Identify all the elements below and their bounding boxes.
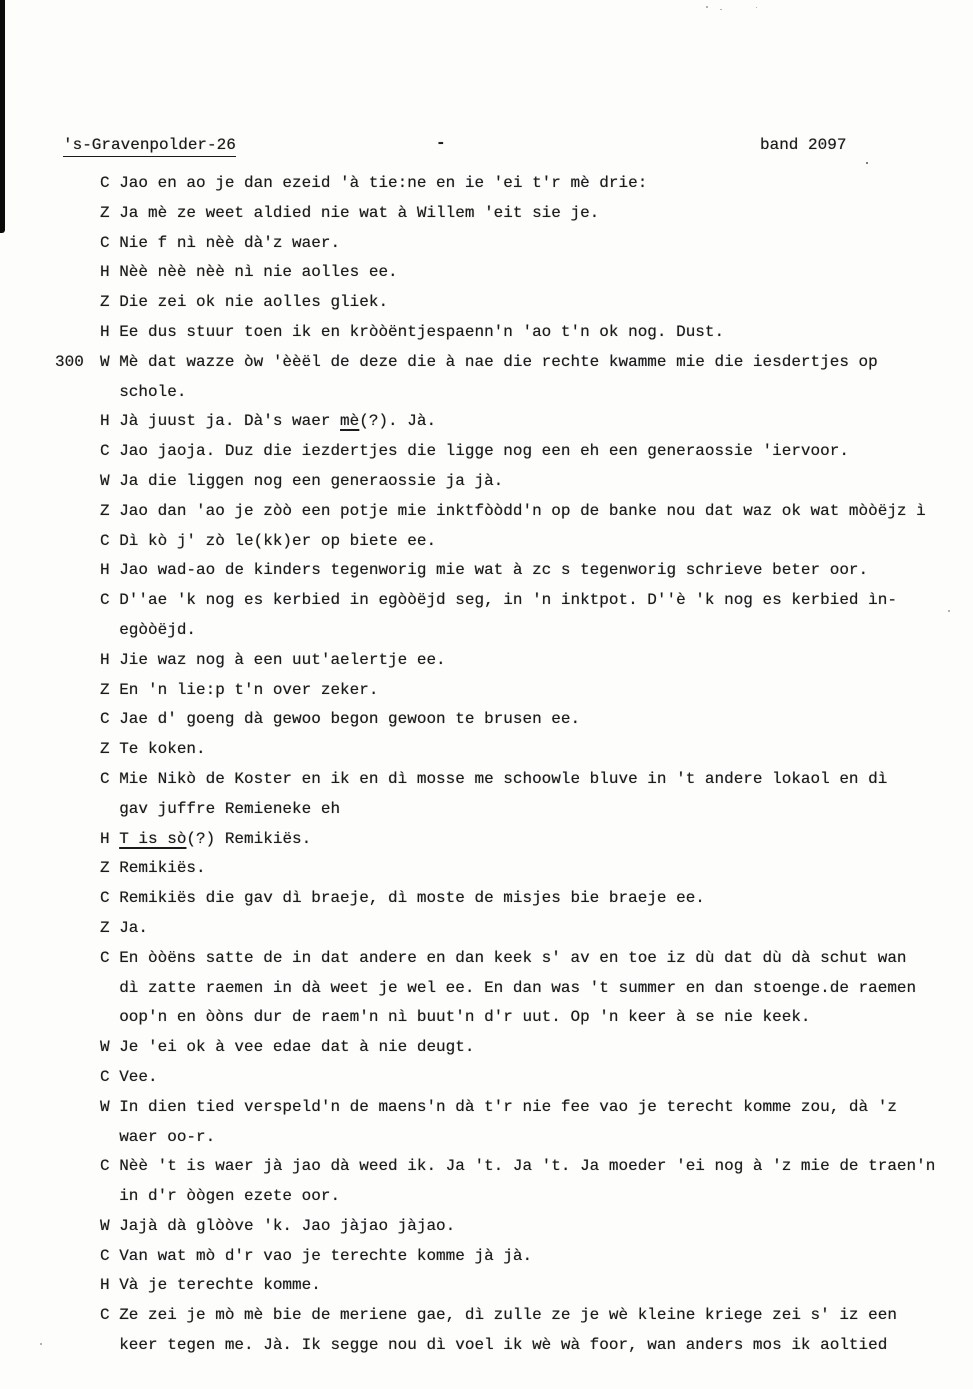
scan-noise-speck bbox=[866, 162, 868, 164]
line-text bbox=[119, 174, 647, 192]
transcript-line bbox=[100, 1331, 973, 1361]
header-center-dash: - bbox=[436, 134, 446, 152]
speaker-label: H bbox=[100, 829, 110, 848]
line-text bbox=[119, 800, 340, 818]
text-segment: In dien tied verspeld'n de maens'n dà t'r nie fee vao je terecht komme zou, dà 'z bbox=[119, 1097, 897, 1116]
text-segment: Nèè nèè nèè nì nie aolles ee. bbox=[119, 263, 398, 282]
underlined-text: T is sò bbox=[119, 829, 187, 848]
transcript-line bbox=[100, 437, 973, 467]
text-segment: Jao en ao je dan ezeid 'à tie:ne en ie 'ei t'r mè drie: bbox=[119, 174, 648, 192]
text-segment: gav juffre Remieneke eh bbox=[119, 799, 341, 818]
speaker-label: C bbox=[100, 233, 110, 252]
transcript-line bbox=[100, 616, 973, 646]
transcript-line bbox=[100, 944, 973, 974]
speaker-label: H bbox=[100, 1276, 110, 1295]
transcript-line bbox=[100, 676, 973, 706]
scan-noise-speck bbox=[948, 610, 950, 612]
transcript-line bbox=[100, 705, 973, 735]
line-text bbox=[119, 1276, 321, 1294]
line-text bbox=[119, 1336, 887, 1354]
transcript-line bbox=[100, 556, 973, 586]
line-text bbox=[119, 532, 436, 550]
speaker-label: H bbox=[100, 561, 110, 580]
text-segment: Jao wad-ao de kinders tegenworig mie wat à zc s tegenworig schrieve beter oor. bbox=[119, 561, 869, 580]
transcript-line bbox=[100, 1033, 973, 1063]
line-text bbox=[119, 949, 906, 967]
line-text bbox=[119, 859, 205, 877]
text-segment: D''ae 'k nog es kerbied in egòòëjd seg, in 'n inktpot. D''è 'k nog es kerbied ìn- bbox=[119, 591, 897, 610]
speaker-label: Z bbox=[100, 501, 110, 520]
speaker-label: Z bbox=[100, 680, 110, 699]
transcript-line bbox=[100, 1212, 973, 1242]
text-segment: Ja die liggen nog een generaossie ja jà. bbox=[119, 471, 504, 490]
line-text bbox=[119, 323, 724, 341]
speaker-label: C bbox=[100, 174, 110, 192]
line-text bbox=[119, 919, 148, 937]
speaker-label: Z bbox=[100, 918, 110, 937]
speaker-label: C bbox=[100, 591, 110, 610]
text-segment: oop'n en òòns dur de raem'n nì buut'n d'r uut. Op 'n keer à se nie keek. bbox=[119, 1008, 811, 1027]
transcript-line bbox=[100, 258, 973, 288]
line-text bbox=[119, 353, 878, 371]
line-text bbox=[119, 383, 186, 401]
transcript-line bbox=[100, 1152, 973, 1182]
text-segment: Te koken. bbox=[119, 740, 206, 759]
line-text bbox=[119, 472, 503, 490]
transcript-line bbox=[100, 1301, 973, 1331]
transcript-line bbox=[55, 348, 973, 378]
text-segment: Remikiës. bbox=[119, 859, 206, 878]
text-segment: Vee. bbox=[119, 1067, 158, 1086]
text-segment: Jajà dà glòòve 'k. Jao jàjao jàjao. bbox=[119, 1216, 456, 1235]
transcript-line bbox=[100, 1242, 973, 1272]
text-segment: Je 'ei ok à vee edae dat à nie deugt. bbox=[119, 1038, 475, 1057]
line-text bbox=[119, 591, 897, 609]
speaker-label: H bbox=[100, 650, 110, 669]
text-segment: En 'n lie:p t'n over zeker. bbox=[119, 680, 379, 699]
transcript-line bbox=[100, 646, 973, 676]
speaker-label: H bbox=[100, 322, 110, 341]
speaker-label: C bbox=[100, 442, 110, 461]
transcript-line bbox=[100, 229, 973, 259]
text-segment: Jao jaoja. Duz die iezdertjes die ligge nog een eh een generaossie 'iervoor. bbox=[119, 442, 849, 461]
line-text bbox=[119, 1187, 340, 1205]
text-segment: Ze zei je mò mè bie de meriene gae, dì zulle ze je wè kleine kriege zei s' iz een bbox=[119, 1306, 897, 1325]
line-text bbox=[119, 651, 445, 669]
text-segment: egòòëjd. bbox=[119, 620, 197, 639]
speaker-label: C bbox=[100, 710, 110, 729]
transcript-line bbox=[100, 169, 973, 199]
text-segment: waer oo-r. bbox=[119, 1127, 216, 1146]
transcript-line bbox=[100, 1063, 973, 1093]
line-text bbox=[119, 1157, 935, 1175]
speaker-label: C bbox=[100, 889, 110, 908]
line-text bbox=[119, 830, 311, 848]
line-text bbox=[119, 889, 705, 907]
speaker-label: C bbox=[100, 1246, 110, 1265]
text-segment: Ja mè ze weet aldied nie wat à Willem 'eit sie je. bbox=[119, 203, 600, 222]
transcript-line bbox=[100, 1182, 973, 1212]
line-text bbox=[119, 681, 378, 699]
line-text bbox=[119, 740, 205, 758]
text-segment: Jae d' goeng dà gewoo begon gewoon te brusen ee. bbox=[119, 710, 581, 729]
line-text bbox=[119, 1217, 455, 1235]
line-text bbox=[119, 770, 887, 788]
transcript-line bbox=[100, 1123, 973, 1153]
speaker-label: H bbox=[100, 263, 110, 282]
text-segment: Dì kò j' zò le(kk)er op biete ee. bbox=[119, 531, 437, 550]
line-text bbox=[119, 234, 340, 252]
band-number-label: band 2097 bbox=[760, 136, 847, 154]
speaker-label: Z bbox=[100, 293, 110, 312]
transcript-line bbox=[100, 199, 973, 229]
speaker-label: C bbox=[100, 1306, 110, 1325]
text-segment: schole. bbox=[119, 382, 187, 401]
transcript-line bbox=[100, 378, 973, 408]
text-segment: dì zatte raemen in dà weet je wel ee. En dan was 't summer en dan stoenge.de raemen bbox=[119, 978, 917, 997]
scan-noise-speck bbox=[40, 1343, 42, 1345]
transcript-line bbox=[100, 854, 973, 884]
transcript-line bbox=[100, 1271, 973, 1301]
transcript-line bbox=[100, 318, 973, 348]
line-text bbox=[119, 502, 926, 520]
margin-number: 300 bbox=[55, 352, 84, 371]
speaker-label: W bbox=[100, 1038, 110, 1057]
transcript-line bbox=[100, 765, 973, 795]
transcript bbox=[55, 169, 973, 1361]
speaker-label: Z bbox=[100, 859, 110, 878]
transcript-line bbox=[100, 825, 973, 855]
text-segment: Die zei ok nie aolles gliek. bbox=[119, 293, 389, 312]
line-text bbox=[119, 1008, 810, 1026]
transcript-line bbox=[100, 467, 973, 497]
speaker-label: H bbox=[100, 412, 110, 431]
speaker-label: C bbox=[100, 948, 110, 967]
text-segment: Ee dus stuur toen ik en kròòëntjespaenn'n 'ao t'n ok nog. Dust. bbox=[119, 322, 725, 341]
transcript-line bbox=[100, 407, 973, 437]
text-segment: Mè dat wazze òw 'èèël de deze die à nae die rechte kwamme mie die iesdertjes op bbox=[119, 352, 878, 371]
transcript-line bbox=[100, 795, 973, 825]
transcript-line bbox=[100, 497, 973, 527]
transcript-line bbox=[100, 735, 973, 765]
line-text bbox=[119, 979, 916, 997]
transcript-line bbox=[100, 288, 973, 318]
speaker-label: W bbox=[100, 1097, 110, 1116]
text-segment: Nèè 't is waer jà jao dà weed ik. Ja 't. Ja 't. Ja moeder 'ei nog à 'z mie de traen'n bbox=[119, 1157, 936, 1176]
transcript-line bbox=[100, 1093, 973, 1123]
transcript-line bbox=[100, 1003, 973, 1033]
speaker-label: C bbox=[100, 769, 110, 788]
text-segment: Ja. bbox=[119, 918, 149, 937]
speaker-label: W bbox=[100, 1216, 110, 1235]
scan-noise-speck bbox=[756, 7, 757, 8]
text-segment: Remikiës die gav dì braeje, dì moste de misjes bie braeje ee. bbox=[119, 889, 705, 908]
line-text bbox=[119, 1306, 897, 1324]
text-segment: En òòëns satte de in dat andere en dan keek s' av en toe iz dù dat dù dà schut wan bbox=[119, 948, 907, 967]
text-segment: Mie Nikò de Koster en ik en dì mosse me schoowle bluve in 't andere lokaol en dì bbox=[119, 769, 888, 788]
line-text bbox=[119, 1068, 157, 1086]
line-text bbox=[119, 1128, 215, 1146]
line-text bbox=[119, 293, 388, 311]
text-segment: Jao dan 'ao je zòò een potje mie inktfòòdd'n op de banke nou dat waz ok wat mòòëjz ì bbox=[119, 501, 926, 520]
scan-noise-speck bbox=[720, 9, 722, 10]
scan-edge-artifact bbox=[0, 0, 5, 233]
transcript-line bbox=[100, 914, 973, 944]
line-text bbox=[119, 1247, 532, 1265]
transcript-line bbox=[100, 884, 973, 914]
text-segment: keer tegen me. Jà. Ik segge nou dì voel ik wè wà foor, wan anders mos ik aoltied bbox=[119, 1336, 888, 1355]
transcript-line bbox=[100, 527, 973, 557]
speaker-label: Z bbox=[100, 740, 110, 759]
text-segment: Và je terechte komme. bbox=[119, 1276, 321, 1295]
line-text bbox=[119, 412, 436, 430]
text-segment: (?). Jà. bbox=[359, 412, 437, 431]
line-text bbox=[119, 1098, 897, 1116]
speaker-label: C bbox=[100, 1067, 110, 1086]
line-text bbox=[119, 621, 196, 639]
speaker-label: C bbox=[100, 531, 110, 550]
text-segment: (?) Remikiës. bbox=[186, 829, 312, 848]
line-text bbox=[119, 1038, 474, 1056]
transcript-line bbox=[100, 974, 973, 1004]
speaker-label: C bbox=[100, 1157, 110, 1176]
line-text bbox=[119, 710, 580, 728]
line-text bbox=[119, 442, 849, 460]
line-text bbox=[119, 263, 397, 281]
line-text bbox=[119, 204, 599, 222]
speaker-label: Z bbox=[100, 203, 110, 222]
text-segment: Jà juust ja. Dà's waer bbox=[119, 412, 341, 431]
underlined-text: mè bbox=[340, 412, 360, 431]
document-title: 's-Gravenpolder-26 bbox=[63, 136, 236, 157]
scan-noise-speck bbox=[706, 6, 708, 8]
text-segment: in d'r òògen ezete oor. bbox=[119, 1187, 341, 1206]
text-segment: Jie waz nog à een uut'aelertje ee. bbox=[119, 650, 446, 669]
text-segment: Van wat mò d'r vao je terechte komme jà jà. bbox=[119, 1246, 533, 1265]
transcript-line bbox=[100, 586, 973, 616]
text-segment: Nie f nì nèè dà'z waer. bbox=[119, 233, 341, 252]
speaker-label: W bbox=[100, 471, 110, 490]
speaker-label: W bbox=[100, 352, 110, 371]
line-text bbox=[119, 561, 868, 579]
